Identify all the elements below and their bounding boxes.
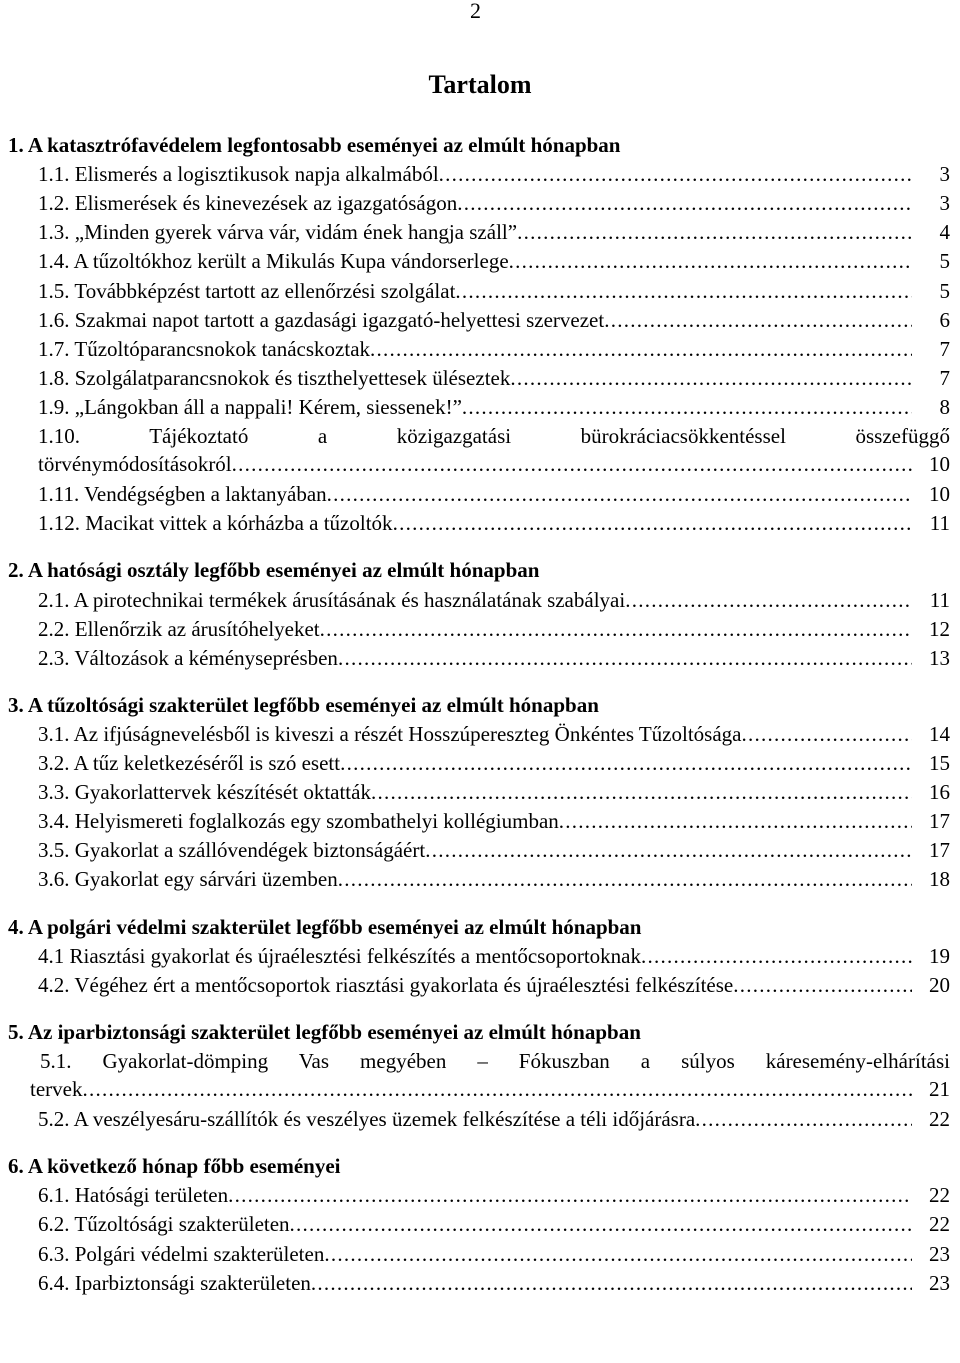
toc-entry-label-continued: törvénymódosításokról: [38, 452, 232, 476]
toc-page-number: 20: [929, 972, 950, 997]
toc-entry-label: 1.11. Vendégségben a laktanyában: [38, 482, 327, 507]
toc-entry-label: 2.3. Változások a kéményseprésben: [38, 645, 338, 670]
toc-entry-label: 4.1 Riasztási gyakorlat és újraélesztési felkészítés a mentőcsoportoknak: [38, 943, 641, 968]
toc-entry[interactable]: [38, 836, 950, 864]
toc-page-number: 22: [929, 1212, 950, 1237]
toc-entry-label: 1.2. Elismerések és kinevezések az igazgatóságon: [38, 191, 458, 216]
toc-entry-label: 1.9. „Lángokban áll a nappali! Kérem, siessenek!”: [38, 394, 462, 419]
toc-entry[interactable]: [38, 1210, 950, 1238]
toc-page-number: 7: [939, 336, 950, 361]
dot-leader: [455, 277, 912, 305]
dot-leader: [733, 971, 912, 999]
toc-entry-label: 1.7. Tűzoltóparancsnokok tanácskoztak: [38, 336, 371, 361]
toc-entry-label: 3.4. Helyismereti foglalkozás egy szombathelyi kollégiumban: [38, 809, 559, 834]
toc-entry[interactable]: [38, 393, 950, 421]
dot-leader: [232, 450, 912, 478]
toc-entry[interactable]: [38, 422, 950, 478]
toc-entry-label: 1.12. Macikat vittek a kórházba a tűzoltók: [38, 511, 393, 536]
toc-entry[interactable]: [38, 189, 950, 217]
toc-page-number: 7: [939, 365, 950, 390]
dot-leader: [641, 942, 912, 970]
toc-entry[interactable]: [38, 1240, 950, 1268]
toc-entry-label: 3.6. Gyakorlat egy sárvári üzemben: [38, 867, 338, 892]
toc-entry-label: 1.1. Elismerés a logisztikusok napja alkalmából: [38, 162, 439, 187]
toc-entry[interactable]: [38, 1181, 950, 1209]
toc-entry-label: 2.2. Ellenőrzik az árusítóhelyeket: [38, 616, 320, 641]
toc-page-number: 17: [929, 838, 950, 863]
toc-entry[interactable]: [38, 586, 950, 614]
toc-entry-label: 3.5. Gyakorlat a szállóvendégek biztonságáért: [38, 838, 426, 863]
toc-entry[interactable]: [38, 778, 950, 806]
toc-page-number: 11: [929, 511, 950, 536]
dot-leader: [338, 865, 912, 893]
toc-entry[interactable]: [38, 971, 950, 999]
toc-entry-label: 6.2. Tűzoltósági szakterületen: [38, 1212, 290, 1237]
toc-page-number: 3: [939, 162, 950, 187]
toc-page-number: 12: [929, 616, 950, 641]
toc-entry[interactable]: [38, 1269, 950, 1297]
toc-entry-label: 3.1. Az ifjúságnevelésből is kiveszi a részét Hosszúpereszteg Önkéntes Tűzoltósága: [38, 721, 742, 746]
toc-entry-label: 4.2. Végéhez ért a mentőcsoportok riasztási gyakorlata és újraélesztési felkészítése: [38, 972, 734, 997]
toc-entry[interactable]: [38, 807, 950, 835]
toc-page-number: 4: [939, 220, 950, 245]
toc-entry[interactable]: [38, 480, 950, 508]
dot-leader: [509, 247, 912, 275]
toc-page-number: 10: [929, 482, 950, 507]
toc-entry[interactable]: [38, 247, 950, 275]
toc-entry[interactable]: [38, 364, 950, 392]
dot-leader: [311, 1269, 912, 1297]
toc-entry[interactable]: [38, 644, 950, 672]
toc-entry[interactable]: [38, 1105, 950, 1133]
dot-leader: [457, 189, 912, 217]
toc-entry-label: 1.8. Szolgálatparancsnokok és tiszthelyettesek üléseztek: [38, 365, 511, 390]
toc-page-number: 19: [929, 943, 950, 968]
toc-entry[interactable]: [38, 306, 950, 334]
toc-entry-label: 2.1. A pirotechnikai termékek árusításának és használatának szabályai: [38, 587, 626, 612]
dot-leader: [425, 836, 912, 864]
dot-leader: [393, 509, 912, 537]
toc-page-number: 15: [929, 751, 950, 775]
toc-page-number: 23: [929, 1270, 950, 1295]
toc-page-number: 21: [929, 1076, 950, 1101]
page-title: Tartalom: [428, 70, 532, 99]
dot-leader: [370, 335, 912, 363]
dot-leader: [82, 1075, 912, 1103]
toc-page-number: 16: [929, 780, 950, 805]
section-heading: 6. A következő hónap főbb eseményei: [8, 1154, 341, 1179]
section-heading: 2. A hatósági osztály legfőbb eseményei az elmúlt hónapban: [8, 558, 540, 583]
toc-entry[interactable]: [38, 865, 950, 893]
toc-entry[interactable]: [38, 335, 950, 363]
dot-leader: [228, 1181, 912, 1209]
toc-page-number: 22: [929, 1107, 950, 1132]
toc-entry[interactable]: [38, 218, 950, 246]
toc-page-number: 6: [939, 307, 950, 332]
toc-entry[interactable]: [30, 1047, 950, 1103]
toc-entry[interactable]: [38, 942, 950, 970]
toc-entry-label: 5.2. A veszélyesáru-szállítók és veszélyes üzemek felkészítése a téli időjárásra: [38, 1107, 696, 1132]
dot-leader: [517, 218, 912, 246]
toc-page-number: 23: [929, 1241, 950, 1266]
section-heading: 1. A katasztrófavédelem legfontosabb eseményei az elmúlt hónapban: [8, 133, 621, 157]
toc-page-number: 10: [929, 452, 950, 476]
toc-entry-label: 1.10. Tájékoztató a közigazgatási bürokráciacsökkentéssel összefüggő: [38, 424, 950, 448]
toc-entry-label: 1.4. A tűzoltókhoz került a Mikulás Kupa vándorserlege: [38, 249, 509, 274]
dot-leader: [604, 306, 912, 334]
toc-page-number: 5: [939, 278, 950, 303]
toc-entry-label: 1.3. „Minden gyerek várva vár, vidám ének hangja száll”: [38, 220, 518, 245]
toc-entry-label: 5.1. Gyakorlat-dömping Vas megyében – Fókuszban a súlyos káresemény-elhárítási: [40, 1048, 950, 1073]
dot-leader: [439, 160, 912, 188]
dot-leader: [695, 1105, 912, 1133]
dot-leader: [510, 364, 912, 392]
toc-page-number: 11: [929, 587, 950, 612]
toc-entry[interactable]: [38, 615, 950, 643]
dot-leader: [742, 720, 913, 748]
toc-page-number: 18: [929, 867, 950, 892]
dot-leader: [371, 778, 912, 806]
toc-entry-label: 6.3. Polgári védelmi szakterületen: [38, 1241, 325, 1266]
dot-leader: [327, 480, 912, 508]
toc-entry-label: 6.1. Hatósági területen: [38, 1183, 229, 1208]
dot-leader: [320, 615, 912, 643]
dot-leader: [625, 586, 912, 614]
toc-page-number: 22: [929, 1183, 950, 1208]
dot-leader: [462, 393, 912, 421]
dot-leader: [340, 749, 912, 777]
section-heading: 4. A polgári védelmi szakterület legfőbb eseményei az elmúlt hónapban: [8, 914, 642, 939]
toc-entry[interactable]: [38, 749, 950, 777]
toc-entry[interactable]: [38, 509, 950, 537]
toc-entry-label: 3.2. A tűz keletkezéséről is szó esett: [38, 751, 341, 775]
page-number: 2: [470, 0, 481, 23]
toc-page-number: 8: [939, 394, 950, 419]
toc-entry[interactable]: [38, 720, 950, 748]
toc-page-number: 13: [929, 645, 950, 670]
section-heading: 5. Az iparbiztonsági szakterület legfőbb eseményei az elmúlt hónapban: [8, 1019, 641, 1044]
toc-entry[interactable]: [38, 277, 950, 305]
dot-leader: [290, 1210, 912, 1238]
toc-entry-label: 1.6. Szakmai napot tartott a gazdasági igazgató-helyettesi szervezet: [38, 307, 605, 332]
toc-page-number: 5: [939, 249, 950, 274]
toc-entry-label: 3.3. Gyakorlattervek készítését oktatták: [38, 780, 371, 805]
toc-page-number: 14: [929, 721, 950, 746]
toc-page-number: 3: [939, 191, 950, 216]
toc-entry-label: 6.4. Iparbiztonsági szakterületen: [38, 1270, 311, 1295]
dot-leader: [324, 1240, 912, 1268]
dot-leader: [338, 644, 912, 672]
toc-entry[interactable]: [38, 160, 950, 188]
toc-entry-label-continued: tervek: [30, 1076, 83, 1101]
toc-page-number: 17: [929, 809, 950, 834]
toc-entry-label: 1.5. Továbbképzést tartott az ellenőrzési szolgálat: [38, 278, 456, 303]
dot-leader: [559, 807, 912, 835]
section-heading: 3. A tűzoltósági szakterület legfőbb eseményei az elmúlt hónapban: [8, 692, 599, 717]
